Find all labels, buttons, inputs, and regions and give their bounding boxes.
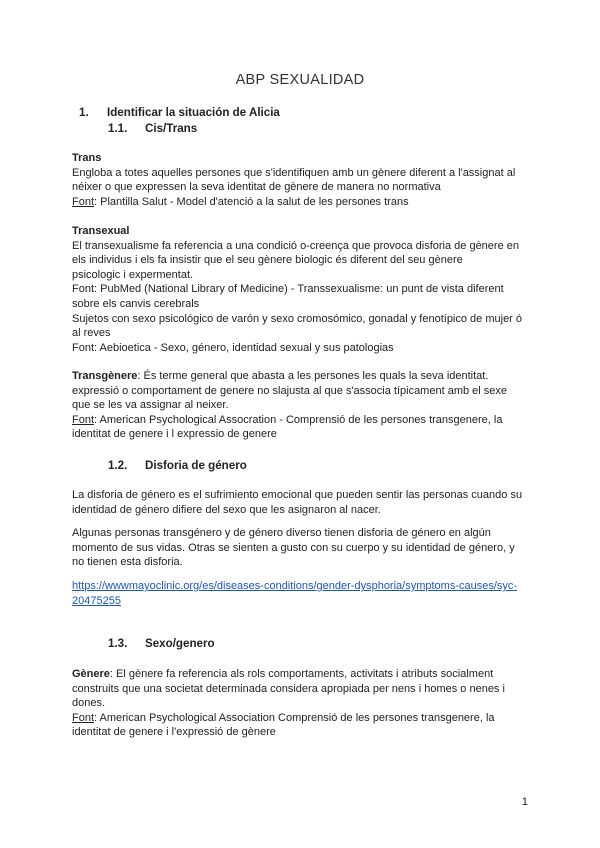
trans-source — [72, 195, 532, 210]
genere-line-5: identitat de genere i l'expressió de gènere — [72, 726, 276, 739]
transexual-line: Font: Aebioetica - Sexo, género, identidad sexual y sus patologias — [72, 341, 394, 354]
transgenere-source-label: Font — [72, 413, 95, 426]
document-title: ABP SEXUALIDAD — [235, 72, 365, 88]
trans-source-label: Font — [72, 195, 95, 208]
page-number: 1 — [521, 796, 528, 808]
section-1-number: 1. — [79, 106, 89, 119]
transexual-line: El transexualisme fa referencia a una condició o-creença que provoca disforia de gènere en — [72, 239, 519, 252]
disforia-paragraph-2 — [72, 526, 532, 570]
genere-heading: Gènere — [72, 668, 110, 680]
transgenere-source — [72, 413, 532, 428]
subsection-1-2-title: Disforia de género — [145, 459, 247, 472]
transexual-block — [72, 224, 532, 355]
subsection-1-3-title: Sexo/genero — [145, 637, 215, 650]
disforia-p1-line-1: La disforia de género es el sufrimiento emocional que pueden sentir las personas cuando su — [72, 489, 523, 501]
genere-source-label: Font — [72, 711, 95, 724]
subsection-1-2-number: 1.2. — [108, 459, 128, 472]
disforia-p2-line-2: momento de sus vidas. Otras se sienten a gusto con su cuerpo y su identidad de género, y — [72, 541, 515, 554]
genere-line-3: dones. — [72, 697, 106, 710]
transexual-line: Font: PubMed (National Library of Medicine) - Transsexualisme: un punt de vista diferent — [72, 283, 504, 296]
trans-line-1: Engloba a totes aquelles persones que s'identifiquen amb un gènere diferent a l'assignat al — [72, 166, 516, 179]
transgenere-source-text: : American Psychological Assocration - Comprensió de les persones transgenere, la — [94, 413, 503, 426]
subsection-1-2-heading — [108, 459, 247, 472]
genere-source-text: : American Psychological Association Comprensió de les persones transgenere, la — [94, 711, 495, 724]
trans-source-text: : Plantilla Salut - Model d'atenció a la salut de les persones trans — [94, 195, 409, 208]
disforia-p2-line-3: no tienen esta disforia. — [72, 556, 183, 569]
genere-source — [72, 711, 532, 726]
genere-line-1-text: : El gènere fa referencia als rols comportaments, activitats i atributs socialment — [109, 668, 494, 680]
disforia-p2-line-1: Algunas personas transgénero y de género diverso tienen disforia de género en algún — [72, 527, 491, 539]
transgenere-line-5: identitat de genere i l expressio de genere — [72, 428, 277, 441]
subsection-1-3-heading — [108, 637, 215, 650]
genere-line-2: construits que una societat determinada considera apropiada per nens i homes o nenes i — [72, 682, 505, 695]
transexual-line: els individus i els fa insistir que el seu gènere biologic és diferent del seu gènere — [72, 254, 463, 267]
transexual-line: sobre els canvis cerebrals — [72, 297, 200, 310]
section-1-heading — [79, 106, 280, 119]
transexual-line: psicologic i expermentat. — [72, 268, 194, 281]
section-1-title: Identificar la situación de Alicia — [107, 106, 280, 119]
genere-block — [72, 667, 532, 740]
mayoclinic-link[interactable] — [72, 579, 532, 608]
transexual-heading: Transexual — [72, 225, 130, 237]
transgenere-line-1 — [72, 369, 532, 384]
subsection-1-3-number: 1.3. — [108, 637, 128, 650]
genere-line-1 — [72, 667, 532, 682]
transgenere-heading: Transgènere — [72, 370, 138, 382]
subsection-1-1-title: Cis/Trans — [145, 122, 198, 135]
transgenere-line-1-text: : És terme general que abasta a les persones les quals la seva identitat. — [137, 370, 489, 382]
transexual-line: Sujetos con sexo psicológico de varón y sexo cromosómico, gonadal y fenotípico de mujer ó — [72, 312, 523, 325]
transexual-line: al reves — [72, 327, 111, 340]
mayoclinic-link-line-2[interactable]: 20475255 — [72, 594, 121, 607]
subsection-1-1-heading — [108, 122, 197, 135]
transgenere-line-2: expressió o comportament de genere no slajusta al que s'associa típicament amb el sexe — [72, 384, 508, 397]
trans-line-2: néixer o que expressen la seva identitat de gènere de manera no normativa — [72, 181, 441, 194]
transgenere-line-3: que se les va assignar al neixer. — [72, 399, 229, 412]
transgenere-block — [72, 369, 532, 442]
trans-block — [72, 151, 532, 209]
subsection-1-1-number: 1.1. — [108, 122, 128, 135]
disforia-p1-line-2: identidad de género difiere del sexo que les asignaron al nacer. — [72, 503, 381, 516]
mayoclinic-link-line-1[interactable]: https://wwwmayoclinic.org/es/diseases-conditions/gender-dysphoria/symptoms-causes/syc- — [72, 580, 518, 592]
disforia-paragraph-1 — [72, 488, 532, 517]
trans-heading: Trans — [72, 152, 102, 164]
